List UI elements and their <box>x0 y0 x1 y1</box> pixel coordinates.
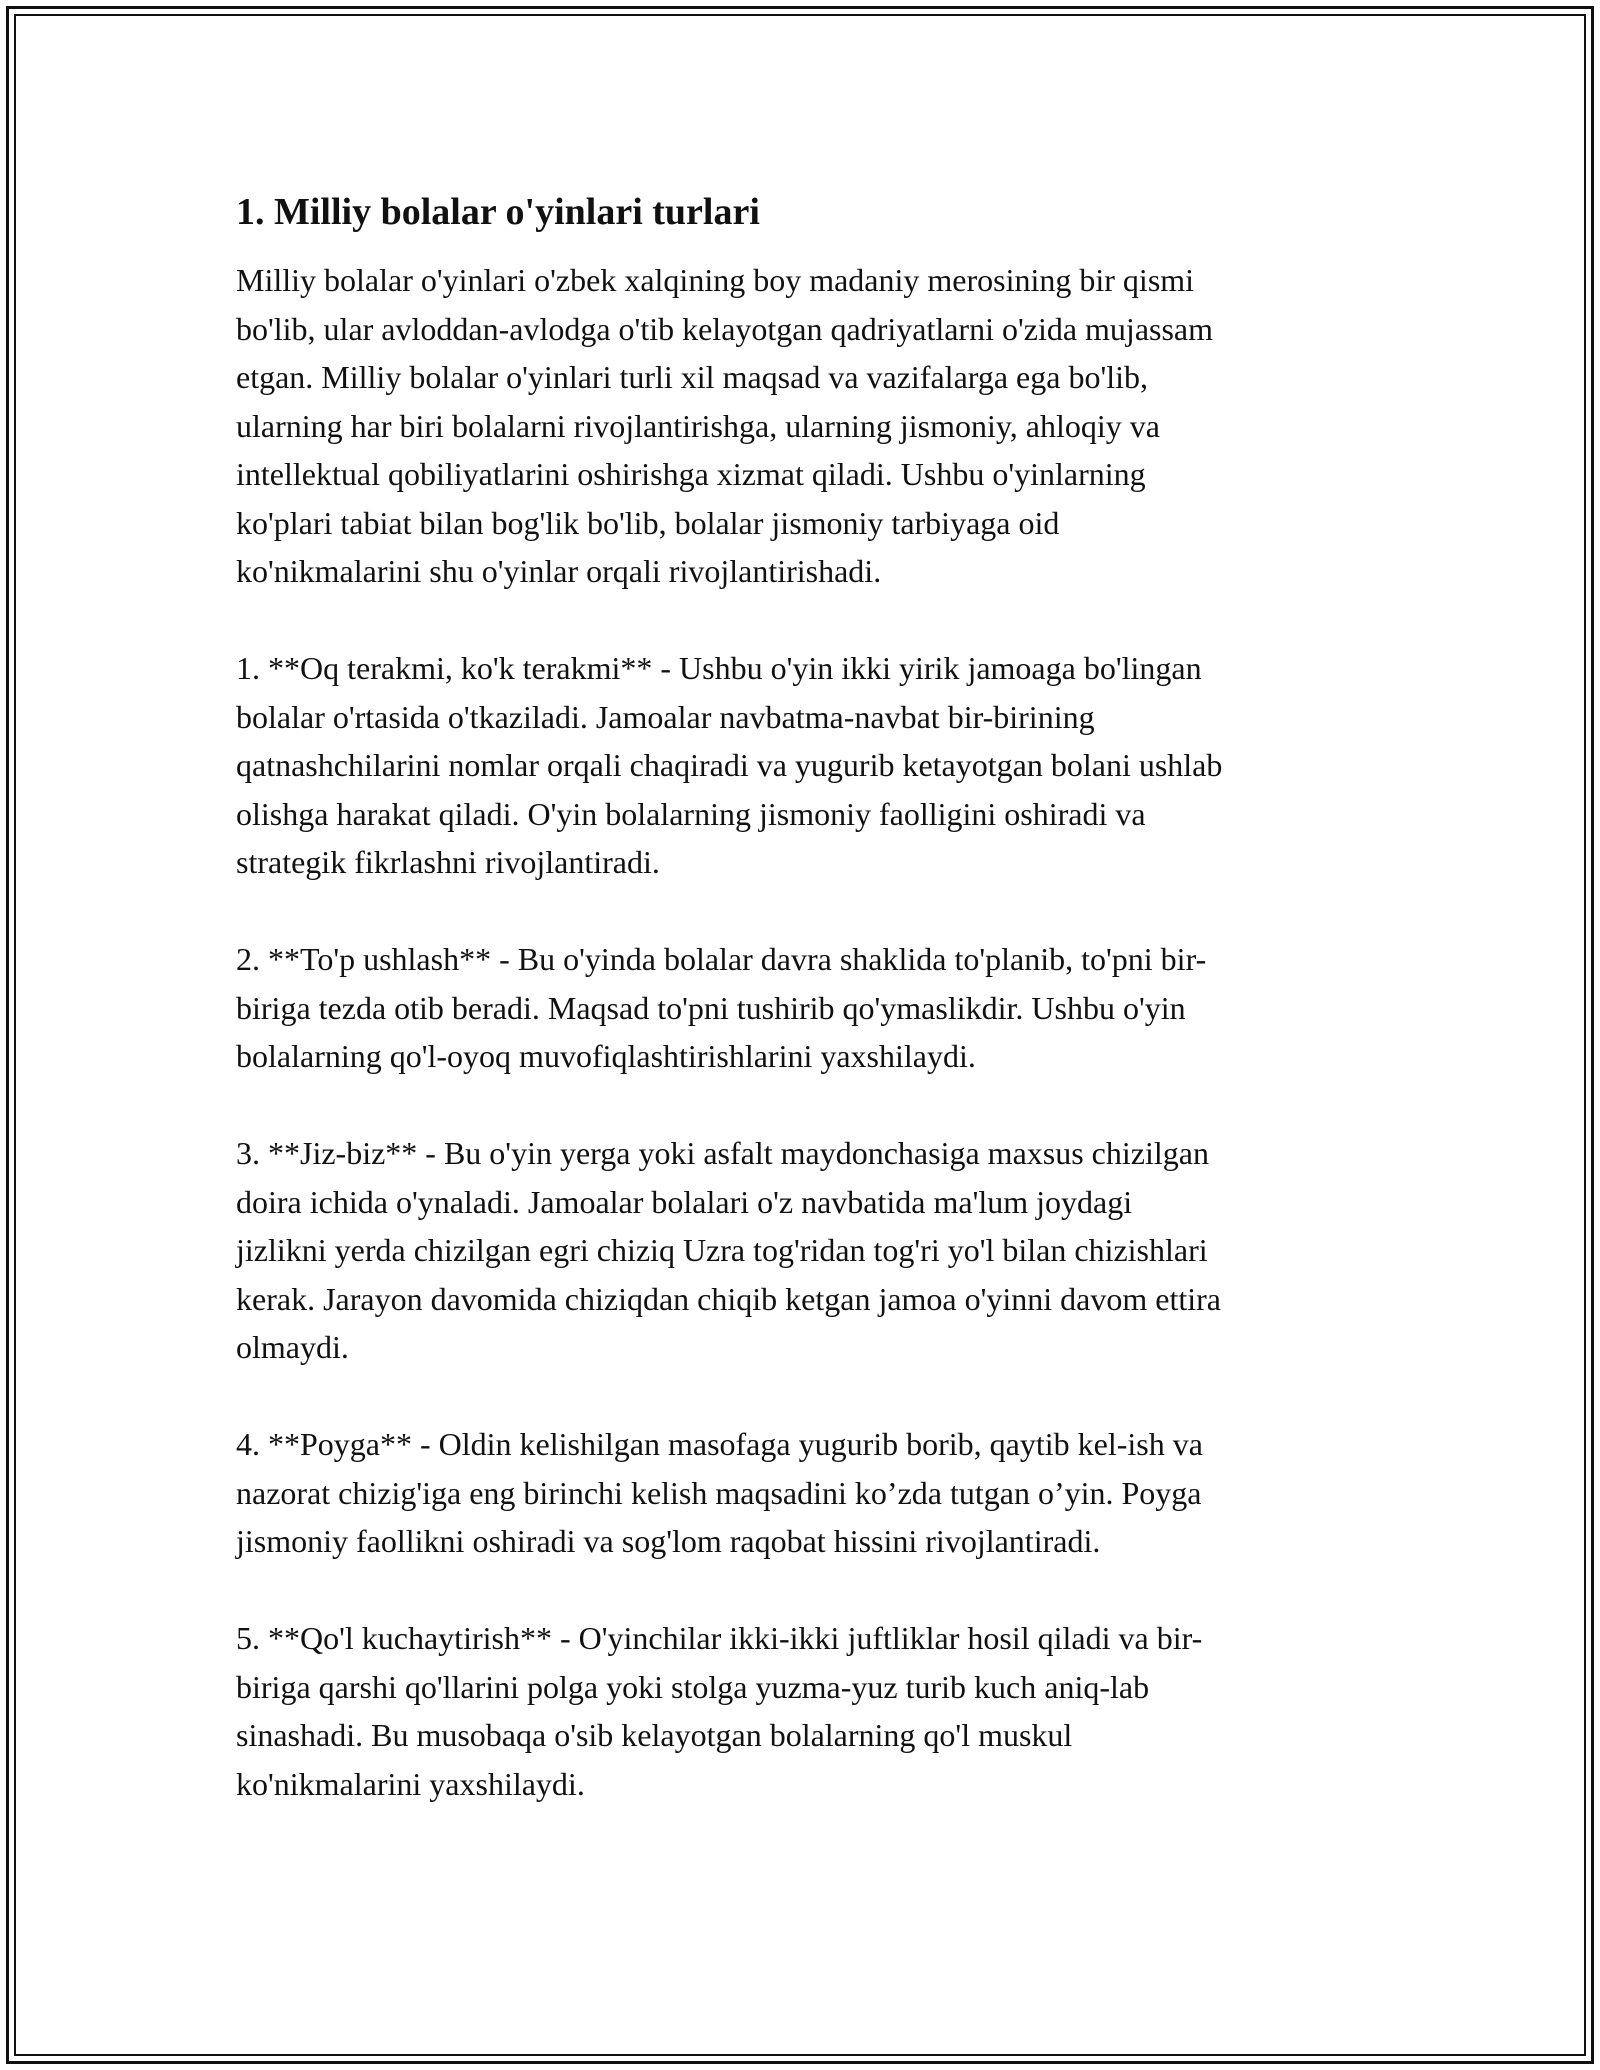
intro-paragraph: Milliy bolalar o'yinlari o'zbek xalqining boy madaniy merosining bir qismi bo'lib, ular avloddan-avlodga o'tib kelayotgan qadriyatlarni o'zida mujassam etgan. Milliy bolalar o'yinlari turli xil maqsad va vazifalarga ega bo'lib, ularning har biri bolalarni rivojlantirishga, ularning jismoniy, ahloqiy va intellektual qobiliyatlarini oshirishga xizmat qiladi. Ushbu o'yinlarning ko'plari tabiat bilan bog'lik bo'lib, bolalar jismoniy tarbiyaga oid ko'nikmalarini shu o'yinlar orqali rivojlantirishadi. <box>236 262 1214 589</box>
game-item-2: 2. **To'p ushlash** - Bu o'yinda bolalar davra shaklida to'planib, to'pni bir- biriga tezda otib beradi. Maqsad to'pni tushirib qo'ymaslikdir. Ushbu o'yin bolalarning qo'l-oyoq muvofiqlashtirishlarini yaxshilaydi. <box>236 941 1207 1074</box>
game-item-1: 1. **Oq terakmi, ko'k terakmi** - Ushbu o'yin ikki yirik jamoaga bo'lingan bolalar o'rtasida o'tkaziladi. Jamoalar navbatma-navbat bir-birining qatnashchilarini nomlar orqali chaqiradi va yugurib ketayotgan bolani ushlab olishga harakat qiladi. O'yin bolalarning jismoniy faolligini oshiradi va strategik fikrlashni rivojlantiradi. <box>236 650 1223 880</box>
document-body <box>236 186 1370 1808</box>
game-item-4: 4. **Poyga** - Oldin kelishilgan masofaga yugurib borib, qaytib kel-ish va nazorat chizig'iga eng birinchi kelish maqsadini ko’zda tutgan o’yin. Poyga jismoniy faollikni oshiradi va sog'lom raqobat hissini rivojlantiradi. <box>236 1426 1203 1559</box>
game-item-3: 3. **Jiz-biz** - Bu o'yin yerga yoki asfalt maydonchasiga maxsus chizilgan doira ichida o'ynaladi. Jamoalar bolalari o'z navbatida ma'lum joydagi jizlikni yerda chizilgan egri chiziq Uzra tog'ridan tog'ri yo'l bilan chizishlari kerak. Jarayon davomida chiziqdan chiqib ketgan jamoa o'yinni davom ettira olmaydi. <box>236 1135 1221 1365</box>
game-item-5: 5. **Qo'l kuchaytirish** - O'yinchilar ikki-ikki juftliklar hosil qiladi va bir- biriga qarshi qo'llarini polga yoki stolga yuzma-yuz turib kuch aniq-lab sinashadi. Bu musobaqa o'sib kelayotgan bolalarning qo'l muskul ko'nikmalarini yaxshilaydi. <box>236 1620 1203 1802</box>
document-title: 1. Milliy bolalar o'yinlari turlari <box>236 191 760 233</box>
